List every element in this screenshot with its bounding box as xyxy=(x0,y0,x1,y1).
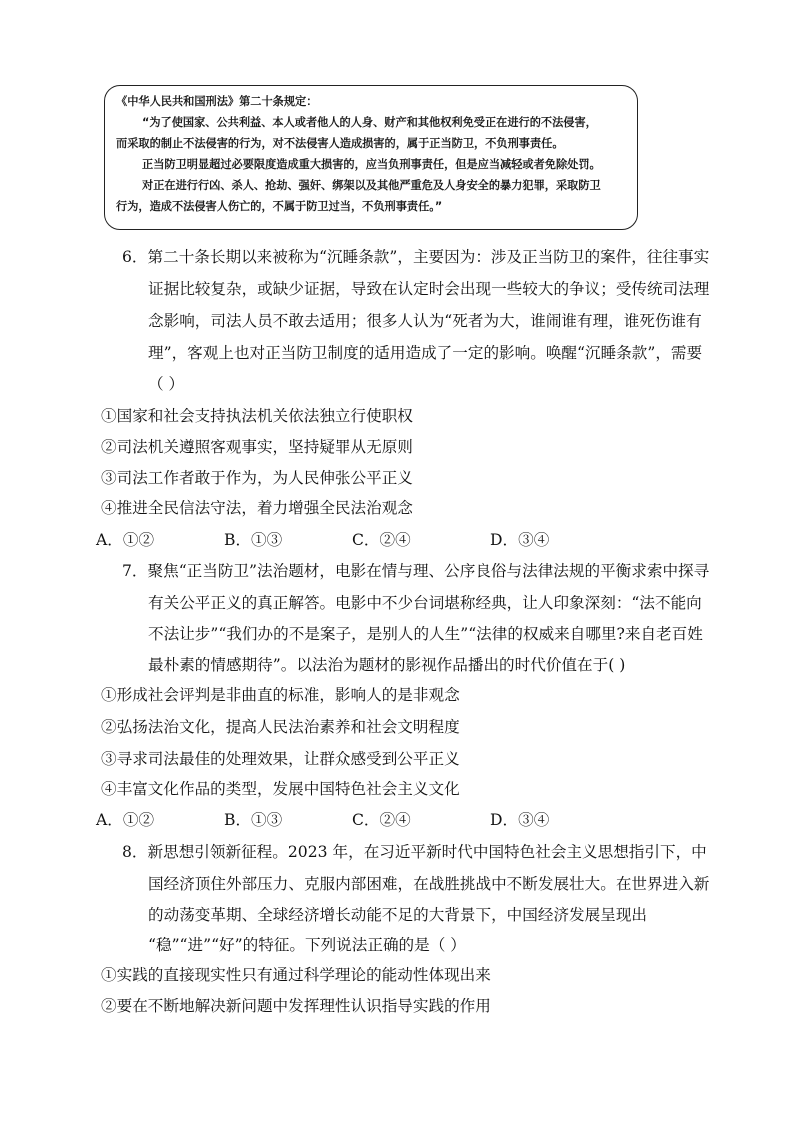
question-7-answer-c: C．②④ xyxy=(352,811,411,829)
question-7-option: ①形成社会评判是非曲直的标准，影响人的是非观念 xyxy=(101,686,460,704)
law-quote-line: “为了使国家、公共利益、本人或者他人的人身、财产和其他权利免受正在进行的不法侵害， xyxy=(142,116,597,129)
question-7-option: ②弘扬法治文化，提高人民法治素养和社会文明程度 xyxy=(101,718,460,736)
law-quote-line: 对正在进行行凶、杀人、抢劫、强奸、绑架以及其他严重危及人身安全的暴力犯罪，采取防卫 xyxy=(142,179,601,192)
question-8-stem: “稳”“进”“好”的特征。下列说法正确的是（ ） xyxy=(148,936,466,954)
question-8-stem: 的动荡变革期、全球经济增长动能不足的大背景下，中国经济发展呈现出 xyxy=(148,906,648,924)
question-7-answer-a: A．①② xyxy=(96,811,155,829)
question-6-stem: 6．第二十条长期以来被称为“沉睡条款”，主要因为：涉及正当防卫的案件，往往事实 xyxy=(122,248,710,266)
question-8-option: ②要在不断地解决新问题中发挥理性认识指导实践的作用 xyxy=(101,997,491,1015)
question-7-answer-b: B．①③ xyxy=(224,811,283,829)
law-quote-line: 行为，造成不法侵害人伤亡的，不属于防卫过当，不负刑事责任。” xyxy=(116,200,443,213)
question-7-option: ④丰富文化作品的类型，发展中国特色社会主义文化 xyxy=(101,780,460,798)
question-7-stem: 不法让步”“我们办的不是案子，是别人的人生”“法律的权威来自哪里?来自老百姓 xyxy=(148,625,703,643)
question-6-option: ③司法工作者敢于作为，为人民伸张公平正义 xyxy=(101,469,413,487)
question-6-answer-b: B．①③ xyxy=(224,531,283,549)
question-6-option: ①国家和社会支持执法机关依法独立行使职权 xyxy=(101,407,413,425)
question-6-option: ②司法机关遵照客观事实，坚持疑罪从无原则 xyxy=(101,438,413,456)
question-6-option: ④推进全民信法守法，着力增强全民法治观念 xyxy=(101,499,413,517)
question-6-stem: 念影响，司法人员不敢去适用；很多人认为“死者为大，谁闹谁有理，谁死伤谁有 xyxy=(148,312,702,330)
question-6-stem: 理”，客观上也对正当防卫制度的适用造成了一定的影响。唤醒“沉睡条款”，需要 xyxy=(148,344,703,362)
question-8-stem: 8．新思想引领新征程。2023 年，在习近平新时代中国特色社会主义思想指引下，中 xyxy=(122,843,707,861)
question-7-stem: 最朴素的情感期待”。以法治为题材的影视作品播出的时代价值在于( ) xyxy=(148,656,626,674)
question-6-stem: 证据比较复杂，或缺少证据，导致在认定时会出现一些较大的争议；受传统司法理 xyxy=(148,280,710,298)
law-quote-line: 正当防卫明显超过必要限度造成重大损害的，应当负刑事责任，但是应当减轻或者免除处罚。 xyxy=(142,158,601,171)
law-quote-line: 而采取的制止不法侵害的行为，对不法侵害人造成损害的，属于正当防卫，不负刑事责任。 xyxy=(116,137,564,150)
question-7-stem: 有关公平正义的真正解答。电影中不少台词堪称经典，让人印象深刻：“法不能向 xyxy=(148,594,702,612)
question-7-answer-d: D．③④ xyxy=(490,811,550,829)
question-8-stem: 国经济顶住外部压力、克服内部困难，在战胜挑战中不断发展壮大。在世界进入新 xyxy=(148,875,710,893)
law-quote-heading: 《中华人民共和国刑法》第二十条规定： xyxy=(116,95,318,108)
question-7-option: ③寻求司法最佳的处理效果，让群众感受到公平正义 xyxy=(101,750,460,768)
question-6-answer-a: A．①② xyxy=(96,531,155,549)
question-6-answer-c: C．②④ xyxy=(352,531,411,549)
question-6-blank: （ ） xyxy=(148,375,185,393)
question-6-answer-d: D．③④ xyxy=(490,531,550,549)
question-7-stem: 7．聚焦“正当防卫”法治题材，电影在情与理、公序良俗与法律法规的平衡求索中探寻 xyxy=(122,562,710,580)
question-8-option: ①实践的直接现实性只有通过科学理论的能动性体现出来 xyxy=(101,966,491,984)
